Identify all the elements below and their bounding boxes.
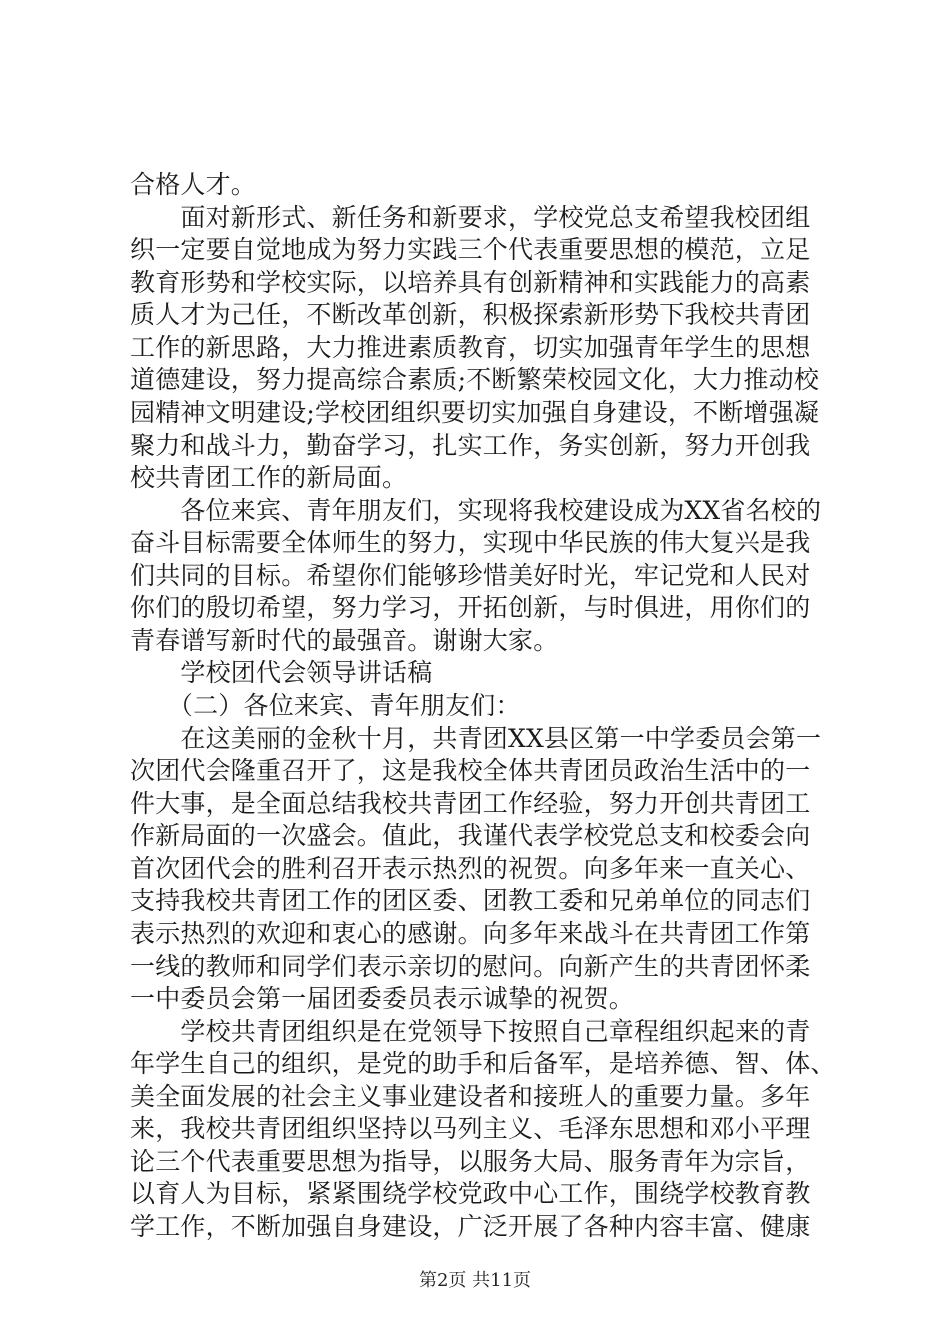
text-line: 学工作，不断加强自身建设，广泛开展了各种内容丰富、健康	[130, 1212, 811, 1241]
text-line: 首次团代会的胜利召开表示热烈的祝贺。向多年来一直关心、	[130, 854, 811, 883]
text-line: 园精神文明建设;学校团组织要切实加强自身建设，不断增强凝	[130, 398, 820, 427]
text-line: 合格人才。	[130, 170, 257, 199]
text-line: 支持我校共青团工作的团区委、团教工委和兄弟单位的同志们	[130, 886, 811, 915]
text-line: 以育人为目标，紧紧围绕学校党政中心工作，围绕学校教育教	[130, 1179, 811, 1208]
page-number-footer: 第2页 共11页	[418, 1270, 532, 1291]
text-line: 你们的殷切希望，努力学习，开拓创新，与时俱进，用你们的	[130, 593, 811, 622]
text-line: 在这美丽的金秋十月，共青团XX县区第一中学委员会第一	[130, 724, 822, 753]
text-line: 一线的教师和同学们表示亲切的慰问。向新产生的共青团怀柔	[130, 952, 811, 981]
text-line: 聚力和战斗力，勤奋学习，扎实工作，务实创新，努力开创我	[130, 431, 811, 460]
text-line: 来，我校共青团组织坚持以马列主义、毛泽东思想和邓小平理	[130, 1114, 811, 1143]
text-line: 奋斗目标需要全体师生的努力，实现中华民族的伟大复兴是我	[130, 528, 811, 557]
text-line: 青春谱写新时代的最强音。谢谢大家。	[130, 626, 559, 655]
text-line: 校共青团工作的新局面。	[130, 463, 408, 492]
salutation: （二）各位来宾、青年朋友们：	[130, 691, 521, 720]
text-line: 道德建设，努力提高综合素质;不断繁荣校园文化，大力推动校	[130, 365, 820, 394]
text-line: 美全面发展的社会主义事业建设者和接班人的重要力量。多年	[130, 1082, 811, 1111]
text-line: 件大事，是全面总结我校共青团工作经验，努力开创共青团工	[130, 789, 811, 818]
text-line: 工作的新思路，大力推进素质教育，切实加强青年学生的思想	[130, 333, 811, 362]
text-line: 作新局面的一次盛会。值此，我谨代表学校党总支和校委会向	[130, 821, 811, 850]
text-line: 表示热烈的欢迎和衷心的感谢。向多年来战斗在共青团工作第	[130, 919, 811, 948]
section-heading: 学校团代会领导讲话稿	[130, 658, 433, 687]
text-line: 们共同的目标。希望你们能够珍惜美好时光，牢记党和人民对	[130, 561, 811, 590]
text-line: 面对新形式、新任务和新要求，学校党总支希望我校团组	[130, 203, 811, 232]
text-line: 次团代会隆重召开了，这是我校全体共青团员政治生活中的一	[130, 756, 811, 785]
text-line: 论三个代表重要思想为指导，以服务大局、服务青年为宗旨，	[130, 1147, 811, 1176]
text-line: 学校共青团组织是在党领导下按照自己章程组织起来的青	[130, 1017, 811, 1046]
text-line: 年学生自己的组织，是党的助手和后备军，是培养德、智、体、	[130, 1049, 836, 1078]
text-line: 各位来宾、青年朋友们，实现将我校建设成为XX省名校的	[130, 496, 822, 525]
text-line: 一中委员会第一届团委委员表示诚挚的祝贺。	[130, 984, 635, 1013]
text-line: 教育形势和学校实际，以培养具有创新精神和实践能力的高素	[130, 268, 811, 297]
text-line: 质人才为己任，不断改革创新，积极探索新形势下我校共青团	[130, 300, 811, 329]
text-line: 织一定要自觉地成为努力实践三个代表重要思想的模范，立足	[130, 235, 811, 264]
